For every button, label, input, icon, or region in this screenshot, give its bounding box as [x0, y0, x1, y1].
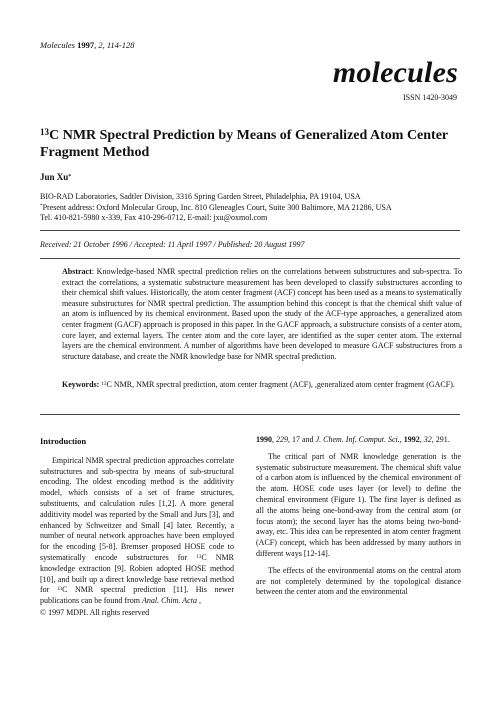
abstract — [62, 267, 462, 362]
intro-paragraph-3: The effects of the environmental atoms on the central atom are not completely determined by the topological distance between the center atom and the environmental — [256, 565, 461, 597]
contact-info: Tel. 410-821-5980 x-339, Fax 410-296-0712, E-mail: jxu@oxmol.com — [40, 213, 268, 222]
keywords-sup: 13 — [101, 380, 107, 387]
divider-dates — [40, 258, 460, 259]
isotope-sup: 13 — [196, 553, 202, 560]
abstract-text: : Knowledge-based NMR spectral prediction relies on the correlations between substructures and sub-spectra. To extract the correlations, a systematic substructure measurement has been developed to classify substructures according to their chemical shift values. Historically, the atom center fragment (ACF) concept has been used as a means to systematically measure substructures for NMR spectral prediction. The assumption behind this concept is that the chemical shift value of an atom is influenced by its chemical environment. Based upon the study of the ACF-type approaches, a generalized atom center fragment (GACF) approach is proposed in this paper. In the GACF approach, a substructure consists of a center atom, core layer, and external layers. The center atom and the core layer, are identified as the super center atom. The external layers are the chemical environment. A number of algorithms have been developed to measure GACF substructures from a structure database, and create the NMR knowledge base for NMR spectral prediction. — [62, 267, 462, 361]
journal-logo: molecules — [332, 56, 458, 89]
affiliation-2-mark: * — [40, 203, 43, 210]
keywords-text: C NMR, NMR spectral prediction, atom center fragment (ACF), ,generalized atom center fragment (GACF). — [106, 380, 455, 389]
column-left — [40, 436, 234, 607]
copyright-notice: © 1997 MDPI. All rights reserved — [40, 608, 150, 617]
author-mark: * — [68, 173, 72, 180]
publication-dates: Received: 21 October 1996 / Accepted: 11 April 1997 / Published: 20 August 1997 — [40, 240, 305, 249]
title-isotope-sup: 13 — [40, 127, 50, 138]
affiliation-2: *Present address: Oxford Molecular Group, Inc. 810 Gleneagles Court, Suite 300 Baltimore, MA 21286, USA — [40, 202, 392, 212]
journal-year: 1997 — [77, 40, 95, 50]
affiliation-1: BIO-RAD Laboratories, Sadtler Division, 3316 Spring Garden Street, Philadelphia, PA 19104, USA — [40, 192, 361, 201]
title-text: C NMR Spectral Prediction by Means of Generalized Atom Center Fragment Method — [40, 128, 448, 160]
isotope-sup: 13 — [56, 586, 63, 593]
issn: ISSN 1420-3049 — [402, 93, 457, 102]
intro-paragraph-2: The critical part of NMR knowledge generation is the systematic substructure measurement. The chemical shift value of a carbon atom is influenced by the chemical environment of the atom. HOSE code uses layer (or level) to define the chemical environment (Figure 1). The first layer is defined as all the atoms being one-bond-away from the central atom (or focus atom); the second layer has the atoms being two-bond-away, etc. This idea can be represented in atom center fragment (ACF) concept, which has been addressed by many authors in different ways [12-14]. — [256, 451, 461, 558]
article-title — [40, 127, 460, 161]
column-right — [256, 435, 461, 598]
keywords — [62, 380, 462, 391]
journal-citation — [40, 40, 135, 50]
journal-ref-italic: Anal. Chim. Acta — [141, 596, 197, 606]
divider-top — [40, 230, 460, 231]
intro-paragraph-1: Empirical NMR spectral prediction approaches correlate substructures and sub-spectra by means of sub-structural encoding. The oldest encoding method is the additivity model, which consists of a set of frame structures, substituents, and calculation rules [1,2]. A more general additivity model was reported by the Small and Jurs [3], and enhanced by Schweitzer and Small [4] later. Recently, a number of neural network approaches have been employed for the encoding [5-8]. Bremser proposed HOSE code to systematically encode substructures for $^{13}$C NMR knowledge extraction [9]. Robien adopted HOSE method [10], and built up a direct knowledge base retrieval method for $^{13}$C NMR spectral prediction [11]. His newer publications can be found from Anal. Chim. Acta , — [40, 455, 234, 606]
keywords-label: Keywords: — [62, 380, 100, 389]
journal-name: Molecules — [40, 40, 75, 50]
author — [40, 172, 71, 182]
divider-abstract — [40, 414, 460, 415]
intro-paragraph-1-continued: 1990, 229, 17 and J. Chem. Inf. Comput. Sci., 1992, 32, 291. — [256, 435, 450, 444]
author-name: Jun Xu — [40, 172, 69, 182]
affiliations — [40, 192, 470, 224]
journal-volume-pages: , 2, 114-128 — [94, 40, 135, 50]
journal-ref-italic: J. Chem. Inf. Comput. Sci. — [315, 435, 400, 444]
section-heading-introduction: Introduction — [40, 436, 87, 446]
abstract-label: Abstract — [62, 267, 92, 276]
